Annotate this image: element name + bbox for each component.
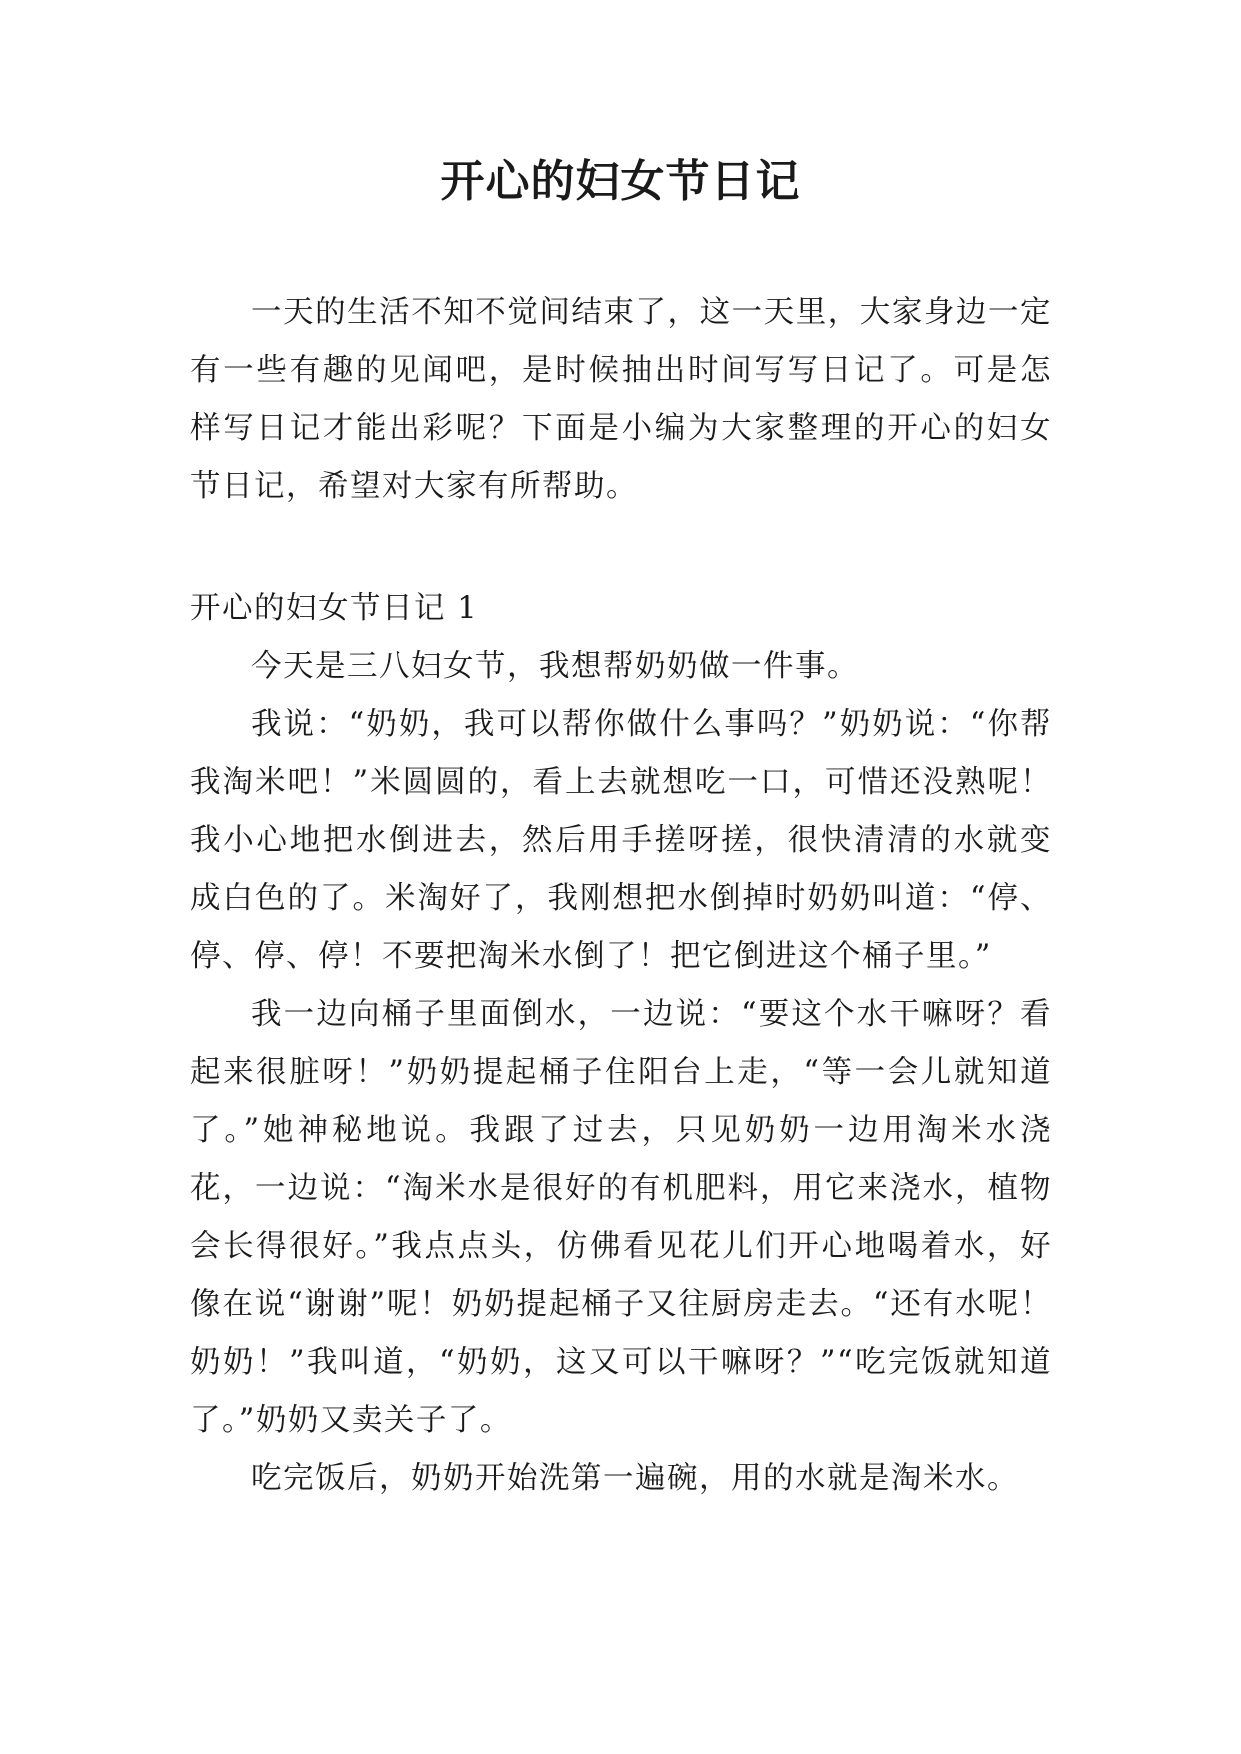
intro-block <box>190 284 1052 516</box>
document-title: 开心的妇女节日记 <box>440 156 801 207</box>
story-paragraph-1: 今天是三八妇女节，我想帮奶奶做一件事。 <box>251 649 859 684</box>
story-paragraph-3: 我一边向桶子里面倒水，一边说：“要这个水干嘛呀？看起来很脏呀！”奶奶提起桶子住阳台上走，“等一会儿就知道了。”她神秘地说。我跟了过去，只见奶奶一边用淘米水浇花，一边说：“淘米水是很好的有机肥料，用它来浇水，植物会长得很好。”我点点头，仿佛看见花儿们开心地喝着水，好像在说“谢谢”呢！奶奶提起桶子又往厨房走去。“还有水呢！奶奶！”我叫道，“奶奶，这又可以干嘛呀？”“吃完饭就知道了。”奶奶又卖关子了。 <box>190 997 1052 1438</box>
story-block <box>190 638 1052 1508</box>
story-paragraph-2: 我说：“奶奶，我可以帮你做什么事吗？”奶奶说：“你帮我淘米吧！”米圆圆的，看上去就想吃一口，可惜还没熟呢！我小心地把水倒进去，然后用手搓呀搓，很快清清的水就变成白色的了。米淘好了，我刚想把水倒掉时奶奶叫道：“停、停、停、停！不要把淘米水倒了！把它倒进这个桶子里。” <box>190 707 1052 974</box>
intro-paragraph: 一天的生活不知不觉间结束了，这一天里，大家身边一定有一些有趣的见闻吧，是时候抽出时间写写日记了。可是怎样写日记才能出彩呢？下面是小编为大家整理的开心的妇女节日记，希望对大家有所帮助。 <box>190 295 1052 504</box>
section-heading: 开心的妇女节日记 1 <box>190 591 479 626</box>
story-paragraph-4: 吃完饭后，奶奶开始洗第一遍碗，用的水就是淘米水。 <box>251 1461 1019 1496</box>
